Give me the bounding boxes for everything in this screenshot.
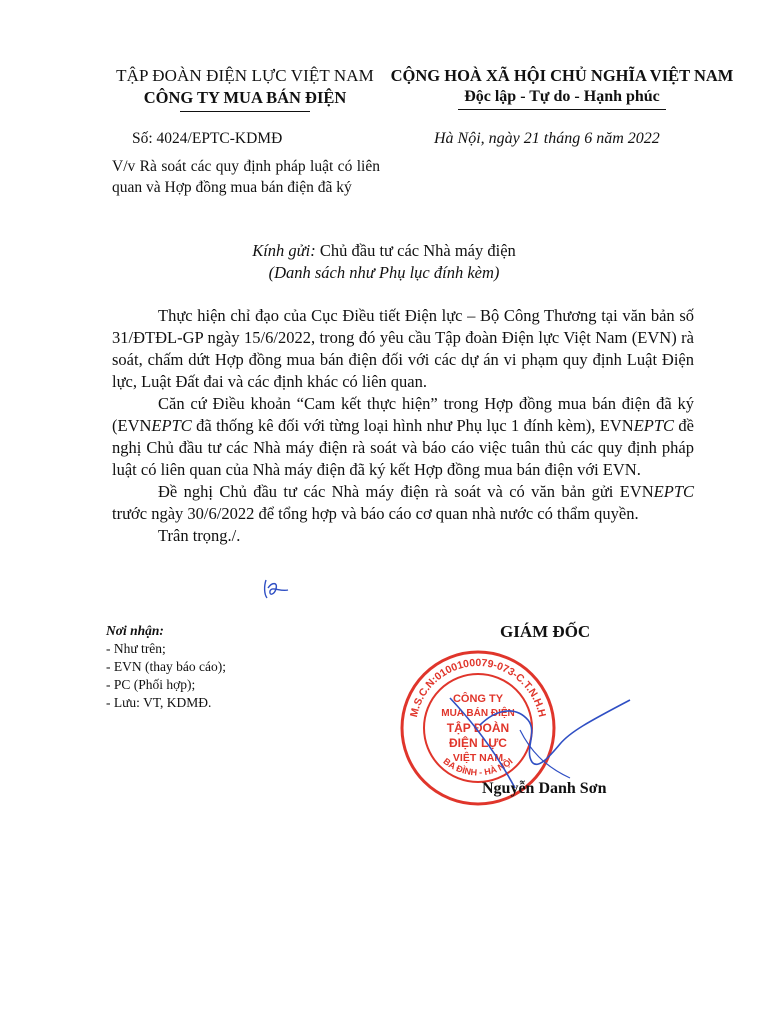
body-emphasis: EPTC	[633, 416, 675, 435]
recipient-item: - Như trên;	[106, 641, 166, 656]
recipient-item: - EVN (thay báo cáo);	[106, 659, 226, 674]
issuing-company: CÔNG TY MUA BÁN ĐIỆN	[143, 88, 347, 107]
parent-organization: TẬP ĐOÀN ĐIỆN LỰC VIỆT NAM	[116, 66, 374, 85]
header-underline-right	[458, 109, 666, 110]
body-text: Đề nghị Chủ đầu tư các Nhà máy điện rà soát và có văn bản gửi EVN	[158, 482, 654, 501]
signer-title: GIÁM ĐỐC	[500, 622, 591, 641]
recipient-item: - PC (Phối hợp);	[106, 677, 196, 692]
stamp-ring-text: M.S.C.N:0100100079-073-C.T.N.H.H	[407, 656, 548, 719]
body-text: đề nghị Chủ đầu tư các Nhà máy điện rà soát và báo cáo việc tuân thủ các quy định pháp luật có liên quan của Nhà máy điện đã ký kết Hợp đồng mua bán điện với EVN.	[112, 416, 694, 479]
stamp-center-line: ĐIỆN LỰC	[449, 736, 507, 750]
document-subject: V/v Rà soát các quy định pháp luật có liên quan và Hợp đồng mua bán điện đã ký	[112, 158, 380, 196]
closing-line: Trân trọng./.	[158, 526, 241, 545]
recipient-label: Kính gửi:	[252, 241, 316, 260]
signer-name: Nguyễn Danh Sơn	[482, 780, 607, 797]
recipient-item: - Lưu: VT, KDMĐ.	[106, 695, 212, 710]
recipient-block	[0, 240, 768, 284]
national-header	[382, 66, 742, 110]
body-text: đã thống kê đối với từng loại hình như Phụ lục 1 đính kèm), EVN	[191, 416, 634, 435]
body-text: trước ngày 30/6/2022 để tổng hợp và báo cáo cơ quan nhà nước có thẩm quyền.	[112, 504, 639, 523]
body-paragraph-1: Thực hiện chỉ đạo của Cục Điều tiết Điện lực – Bộ Công Thương tại văn bản số 31/ĐTĐL-GP ngày 15/6/2022, trong đó yêu cầu Tập đoàn Điện lực Việt Nam (EVN) rà soát, chấm dứt Hợp đồng mua bán điện đối với các dự án vi phạm quy định Luật Điện lực, Luật Đất đai và các định khác có liên quan.	[112, 306, 694, 391]
national-motto: Độc lập - Tự do - Hạnh phúc	[464, 88, 660, 105]
body-paragraph-3	[112, 481, 694, 525]
initial-signature	[258, 576, 298, 602]
recipients-heading: Nơi nhận:	[106, 623, 164, 638]
body-text: Căn cứ Điều khoản “Cam kết thực hiện” trong Hợp đồng mua bán điện đã ký (EVN	[112, 394, 694, 435]
national-title: CỘNG HOÀ XÃ HỘI CHỦ NGHĨA VIỆT NAM	[390, 66, 734, 85]
document-date: Hà Nội, ngày 21 tháng 6 năm 2022	[434, 130, 660, 147]
stamp-center-line: CÔNG TY	[452, 693, 504, 705]
issuer-header	[100, 66, 390, 112]
body-emphasis: EPTC	[653, 482, 694, 501]
recipient-note: (Danh sách như Phụ lục đính kèm)	[268, 263, 500, 282]
header-underline-left	[180, 111, 310, 112]
body-emphasis: EPTC	[151, 416, 192, 435]
stamp-ring-bottom: BA ĐÌNH - HÀ NỘI	[441, 756, 515, 778]
recipient-name: Chủ đầu tư các Nhà máy điện	[319, 241, 516, 260]
body-paragraph-2	[112, 393, 694, 481]
stamp-center-line: TẬP ĐOÀN	[446, 721, 510, 735]
letter-body	[112, 305, 694, 547]
stamp-center-line: VIỆT NAM	[452, 752, 504, 764]
recipients-list	[106, 622, 226, 712]
document-number: Số: 4024/EPTC-KDMĐ	[132, 130, 283, 147]
stamp-center-line: MUA BÁN ĐIỆN	[441, 708, 515, 719]
